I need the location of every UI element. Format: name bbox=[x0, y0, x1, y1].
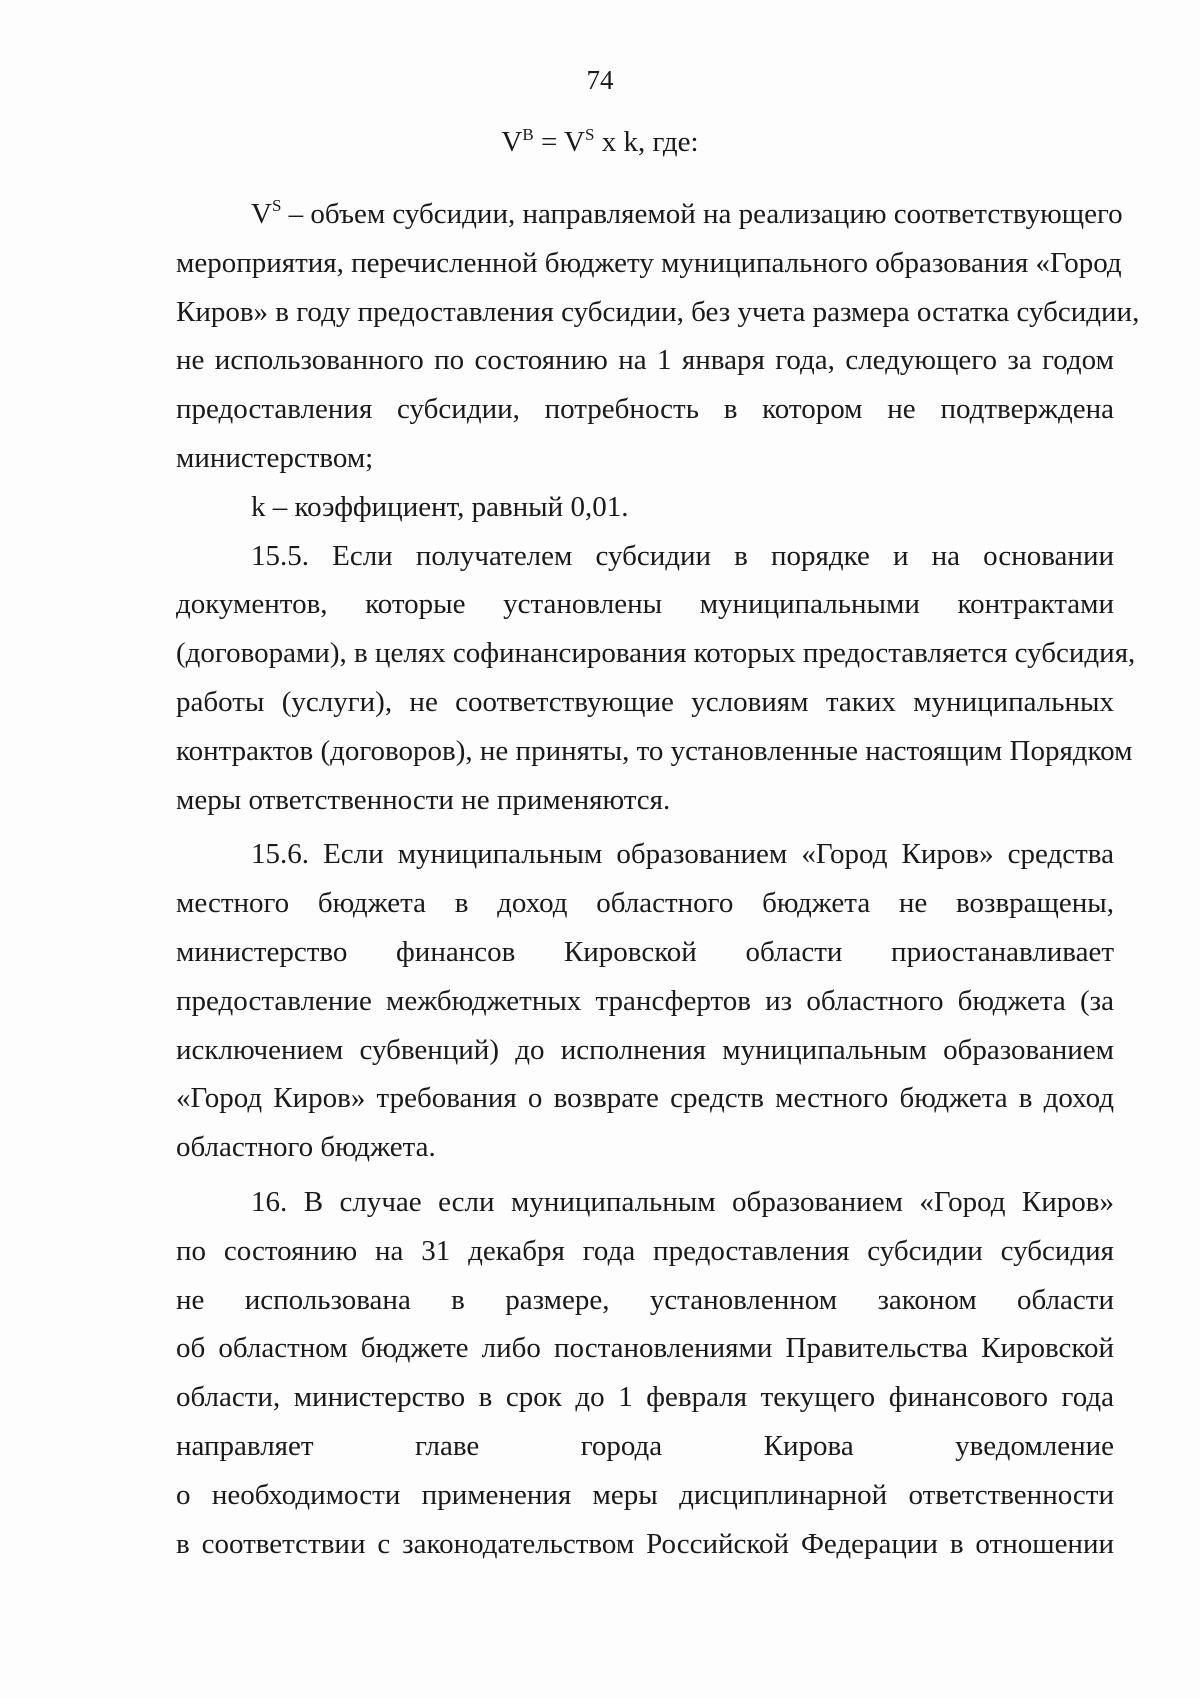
formula-v1: V bbox=[501, 126, 523, 158]
text-line: по состоянию на 31 декабря года предоставления субсидии субсидия bbox=[176, 1234, 1114, 1267]
formula bbox=[0, 122, 1200, 162]
text-line: документов, которые установлены муниципальными контрактами bbox=[176, 588, 1114, 621]
text-line: не использована в размере, установленном законом области bbox=[176, 1283, 1114, 1316]
vs-symbol: V bbox=[251, 198, 272, 230]
text-line: областного бюджета. bbox=[176, 1131, 436, 1164]
text-line: (договорами), в целях софинансирования которых предоставляется субсидия, bbox=[176, 637, 1136, 670]
formula-eq: = bbox=[533, 126, 565, 158]
text-line: контрактов (договоров), не приняты, то установленные настоящим Порядком bbox=[176, 734, 1133, 767]
text-line: предоставления субсидии, потребность в котором не подтверждена bbox=[176, 393, 1114, 426]
text-line: мероприятия, перечисленной бюджету муниципального образования «Город bbox=[176, 246, 1122, 279]
body-text bbox=[176, 190, 1140, 1568]
paragraph-15-6 bbox=[176, 830, 1114, 1172]
text-line: не использованного по состоянию на 1 января года, следующего за годом bbox=[176, 344, 1114, 377]
text-line: об областном бюджете либо постановлениями Правительства Кировской bbox=[176, 1332, 1114, 1365]
page-number: 74 bbox=[586, 65, 614, 95]
text-line: местного бюджета в доход областного бюджета не возвращены, bbox=[176, 887, 1114, 920]
formula-v2: V bbox=[564, 126, 585, 158]
text-line: 15.5. Если получателем субсидии в порядке и на основании bbox=[251, 539, 1114, 572]
text-line: исключением субвенций) до исполнения муниципальным образованием bbox=[176, 1033, 1114, 1066]
paragraph-15-5 bbox=[176, 532, 1136, 825]
paragraph-k-definition: k – коэффициент, равный 0,01. bbox=[251, 490, 629, 523]
text-line: 16. В случае если муниципальным образованием «Город Киров» bbox=[251, 1185, 1114, 1218]
formula-sup1: B bbox=[522, 125, 534, 144]
paragraph-vs-definition bbox=[176, 190, 1140, 483]
text-line: работы (услуги), не соответствующие условиям таких муниципальных bbox=[176, 685, 1114, 718]
text-line: министерством; bbox=[176, 441, 374, 474]
text-line: Киров» в году предоставления субсидии, без учета размера остатка субсидии, bbox=[176, 295, 1140, 328]
text-line: 15.6. Если муниципальным образованием «Город Киров» средства bbox=[251, 838, 1114, 871]
text-line: в соответствии с законодательством Российской Федерации в отношении bbox=[176, 1527, 1114, 1560]
text-line: министерство финансов Кировской области приостанавливает bbox=[176, 935, 1114, 968]
text-line: «Город Киров» требования о возврате средств местного бюджета в доход bbox=[176, 1082, 1114, 1115]
vs-superscript: S bbox=[271, 196, 282, 215]
vs-line-0: – объем субсидии, направляемой на реализацию соответствующего bbox=[281, 198, 1123, 230]
text-line: меры ответственности не применяются. bbox=[176, 783, 671, 816]
text-line: о необходимости применения меры дисциплинарной ответственности bbox=[176, 1478, 1114, 1511]
text-line: предоставление межбюджетных трансфертов из областного бюджета (за bbox=[176, 984, 1114, 1017]
text-line: области, министерство в срок до 1 февраля текущего финансового года bbox=[176, 1381, 1114, 1414]
paragraph-16 bbox=[176, 1178, 1114, 1568]
text-line bbox=[176, 190, 1123, 239]
text-line: направляет главе города Кирова уведомление bbox=[176, 1429, 1114, 1462]
formula-rest: x k, где: bbox=[594, 126, 699, 158]
formula-sup2: S bbox=[584, 125, 595, 144]
